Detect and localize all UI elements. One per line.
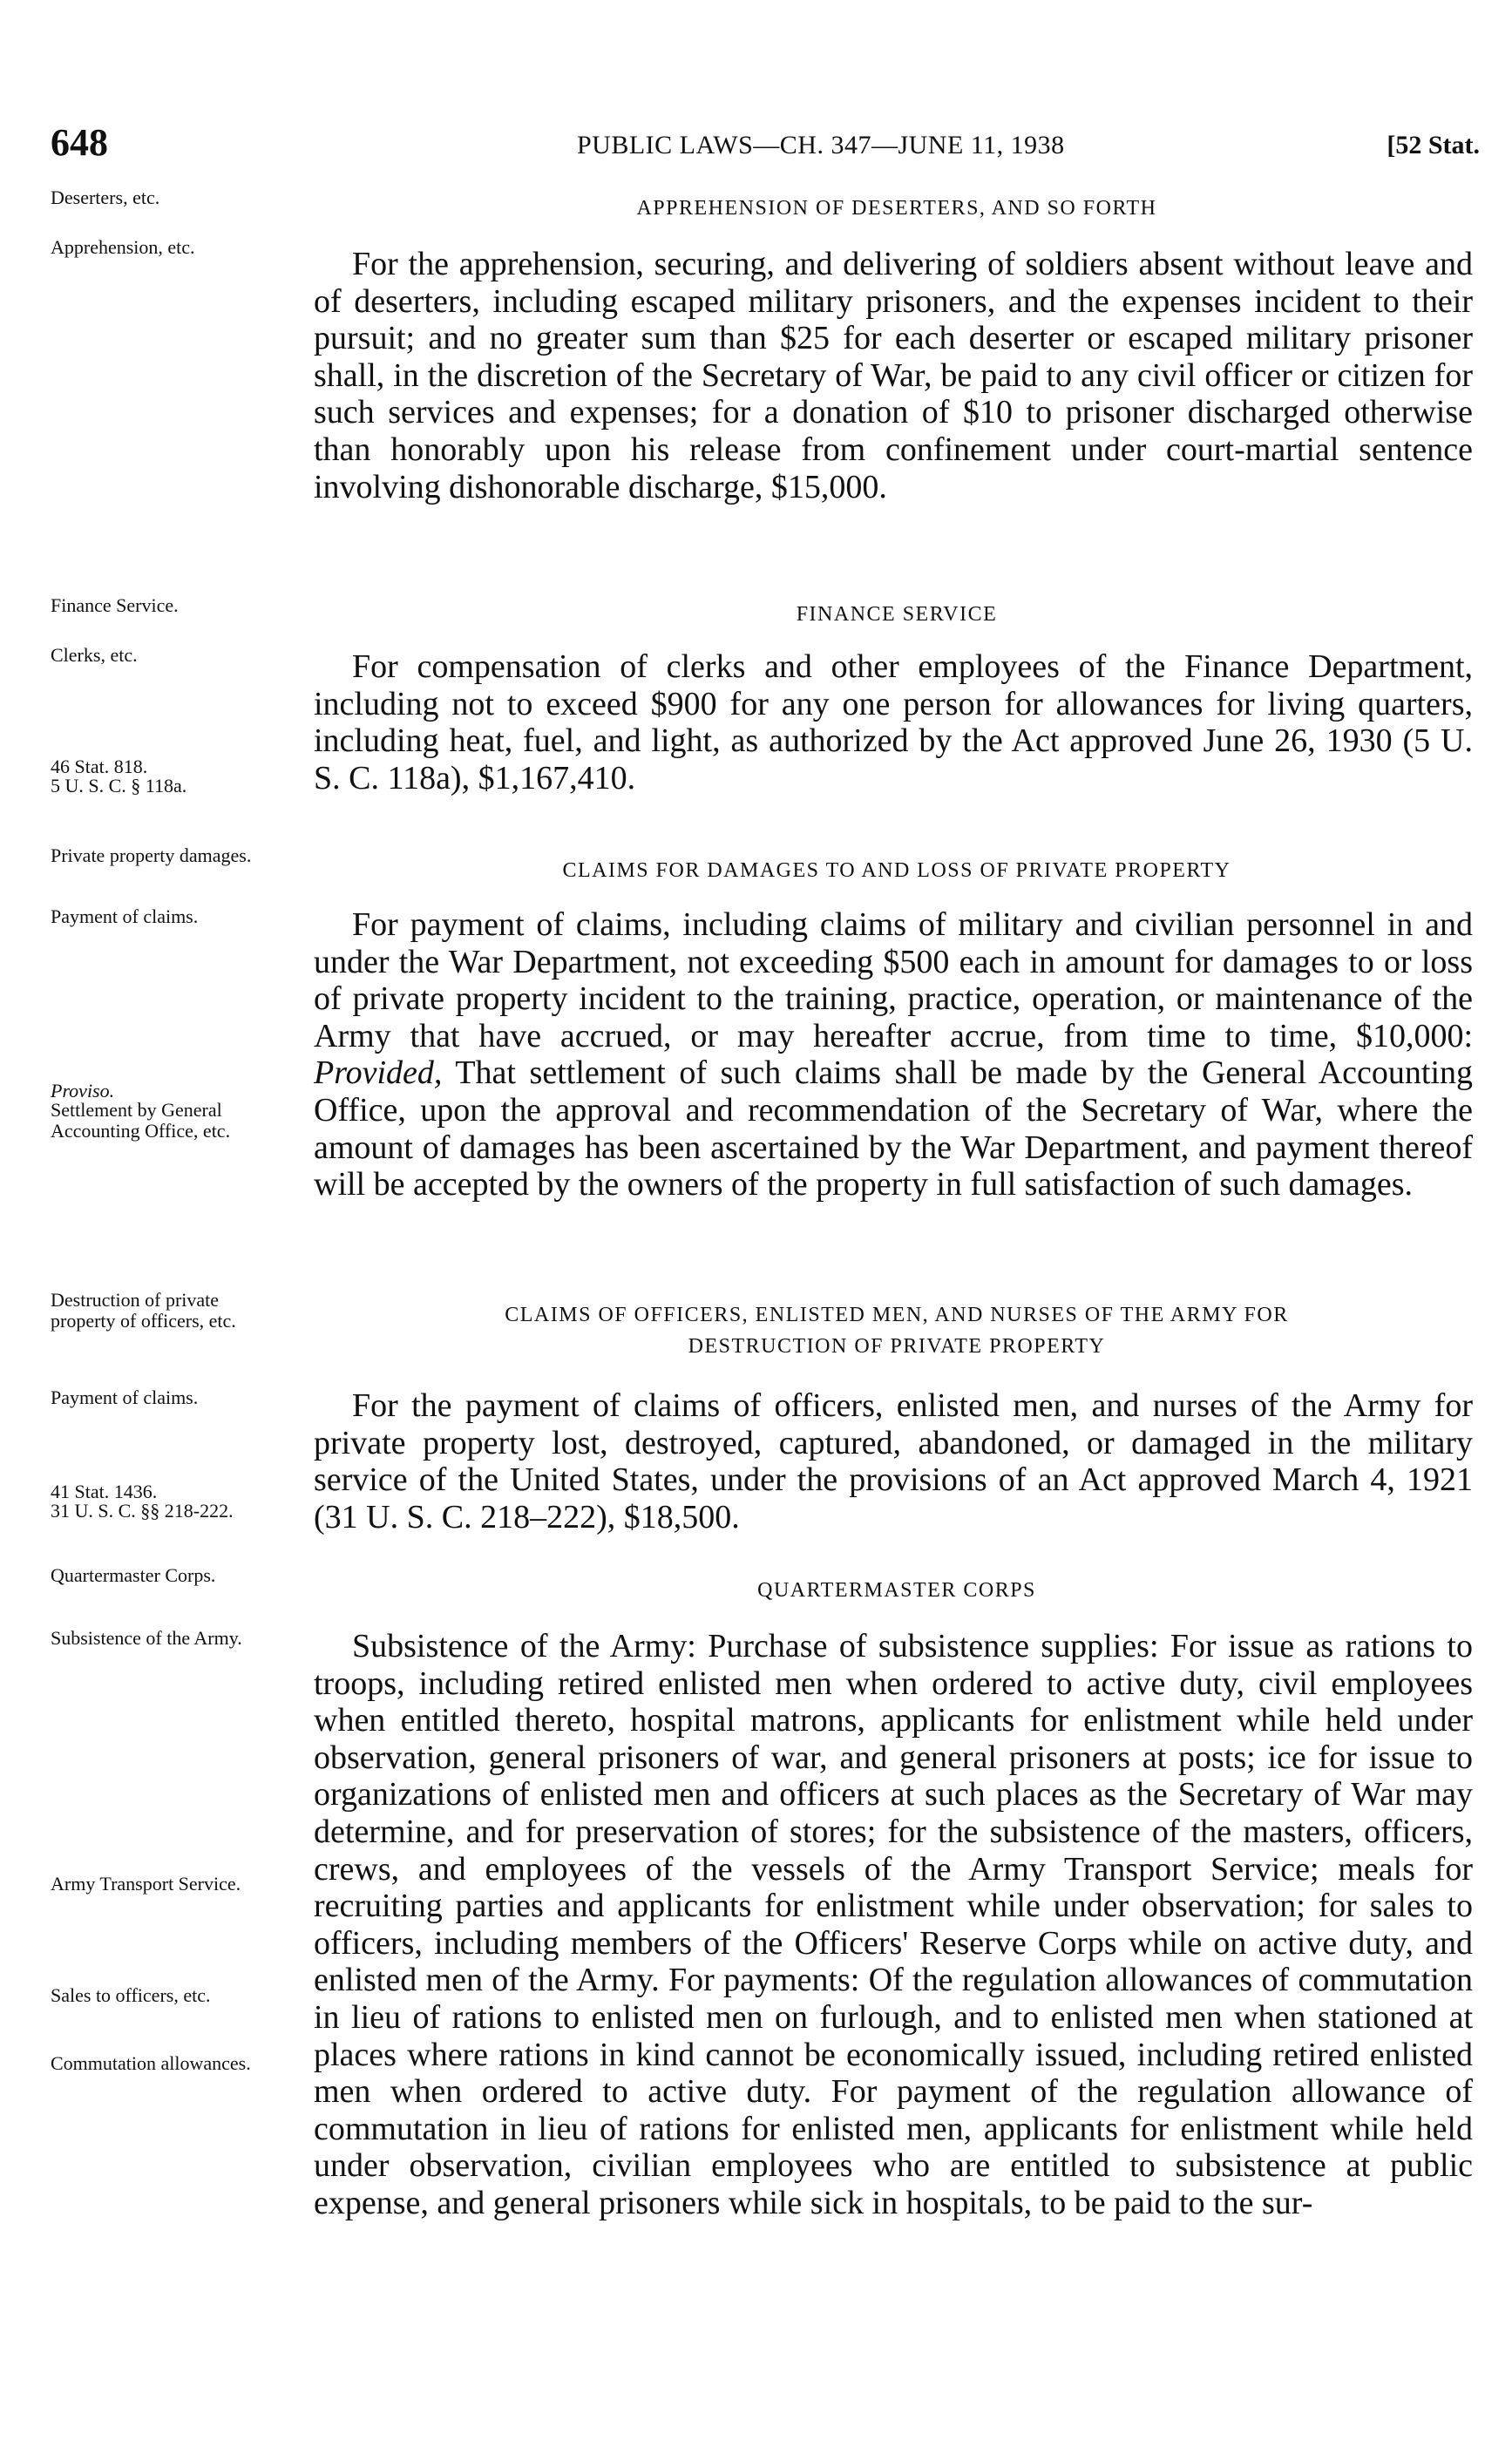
- margin-note: Apprehension, etc.: [51, 236, 195, 258]
- section-paragraph: [314, 246, 1473, 505]
- paragraph-text: For the payment of claims of officers, enlisted men, and nurses of the Army for private property lost, destroyed, captured, abandoned, or damaged in the military service of the United States, under the provisions of an Act approved March 4, 1921 (31 U. S. C. 218–222), $18,500.: [314, 1387, 1473, 1535]
- section-heading: CLAIMS OF OFFICERS, ENLISTED MEN, AND NURSES OF THE ARMY FOR: [505, 1304, 1289, 1326]
- paragraph-text: For the apprehension, securing, and delivering of soldiers absent without leave and of deserters, including escaped military prisoners, and the expenses incident to their pursuit; and no greater sum than $25 for each deserter or escaped military prisoner shall, in the discretion of the Secretary of War, be paid to any civil officer or citizen for such services and expenses; for a donation of $10 to prisoner discharged otherwise than honorably upon his release from confinement under court-martial sentence involving dishonorable discharge, $15,000.: [314, 246, 1473, 505]
- statute-reference: [52 Stat.: [1387, 131, 1480, 159]
- section-heading: CLAIMS FOR DAMAGES TO AND LOSS OF PRIVATE PROPERTY: [562, 859, 1231, 882]
- margin-note: Subsistence of the Army.: [51, 1627, 242, 1649]
- page-number: 648: [51, 121, 108, 164]
- margin-note: 31 U. S. C. §§ 218-222.: [51, 1500, 234, 1522]
- paragraph-text: For compensation of clerks and other employees of the Finance Department, including not to exceed $900 for any one person for allowances for living quarters, including heat, fuel, and light, as authorized by the Act approved June 26, 1930 (5 U. S. C. 118a), $1,167,410.: [314, 648, 1473, 797]
- margin-note: 41 Stat. 1436.: [51, 1481, 158, 1502]
- margin-note: Clerks, etc.: [51, 644, 138, 666]
- margin-note: 46 Stat. 818.: [51, 756, 148, 777]
- margin-note: Settlement by General Accounting Office, etc.: [51, 1099, 231, 1142]
- section-paragraph: [314, 648, 1473, 797]
- margin-note: Finance Service.: [51, 594, 179, 616]
- section-paragraph: [314, 906, 1473, 1203]
- margin-note: Proviso.: [51, 1080, 115, 1102]
- paragraph-text: For payment of claims, including claims of military and civilian personnel in and under the War Department, not exceeding $500 each in amount for damages to or loss of private property incident to the training, practice, operation, or maintenance of the Army that have accrued, or may hereafter accrue, from time to time, $10,000:: [314, 906, 1473, 1054]
- section-paragraph: [314, 1628, 1473, 2222]
- section-heading: DESTRUCTION OF PRIVATE PROPERTY: [688, 1335, 1106, 1358]
- section-heading: FINANCE SERVICE: [796, 603, 998, 626]
- margin-note: Army Transport Service.: [51, 1873, 241, 1895]
- running-head: PUBLIC LAWS—CH. 347—JUNE 11, 1938: [577, 131, 1065, 159]
- section-paragraph: [314, 1387, 1473, 1535]
- margin-note: 5 U. S. C. § 118a.: [51, 775, 187, 797]
- margin-note: Payment of claims.: [51, 1386, 199, 1408]
- margin-note: Payment of claims.: [51, 905, 199, 927]
- margin-note: Commutation allowances.: [51, 2052, 251, 2074]
- section-heading: QUARTERMASTER CORPS: [757, 1579, 1036, 1602]
- proviso-word: Provided,: [314, 1054, 443, 1092]
- margin-note: Sales to officers, etc.: [51, 1984, 211, 2006]
- paragraph-text: Subsistence of the Army: Purchase of subsistence supplies: For issue as rations to troops, including retired enlisted men when ordered to active duty, civil employees when entitled thereto, hospital matrons, applicants for enlistment while held under observation, general prisoners of war, and general prisoners at posts; ice for issue to organizations of enlisted men and officers at such places as the Secretary of War may determine, and for preservation of stores; for the subsistence of the masters, officers, crews, and employees of the vessels of the Army Transport Service; meals for recruiting parties and applicants for enlistment while under observation; for sales to officers, including members of the Officers' Reserve Corps while on active duty, and enlisted men of the Army. For payments: Of the regulation allowances of commutation in lieu of rations to enlisted men on furlough, and to enlisted men when stationed at places where rations in kind cannot be economically issued, including retired enlisted men when ordered to active duty. For payment of the regulation allowance of commutation in lieu of rations for enlisted men, applicants for enlistment while held under observation, civilian employees who are entitled to subsistence at public expense, and general prisoners while sick in hospitals, to be paid to the sur-: [314, 1628, 1473, 2221]
- margin-note: Destruction of private property of officers, etc.: [51, 1289, 236, 1332]
- page-header: [51, 120, 1480, 173]
- paragraph-text: That settlement of such claims shall be made by the General Accounting Office, upon the approval and recommendation of the Secretary of War, where the amount of damages has been ascertained by the War Department, and payment thereof will be accepted by the owners of the property in full satisfaction of such damages.: [314, 1054, 1473, 1203]
- margin-note: Quartermaster Corps.: [51, 1564, 216, 1586]
- margin-note: Deserters, etc.: [51, 186, 160, 208]
- margin-note: Private property damages.: [51, 844, 252, 866]
- section-heading: APPREHENSION OF DESERTERS, AND SO FORTH: [636, 197, 1157, 220]
